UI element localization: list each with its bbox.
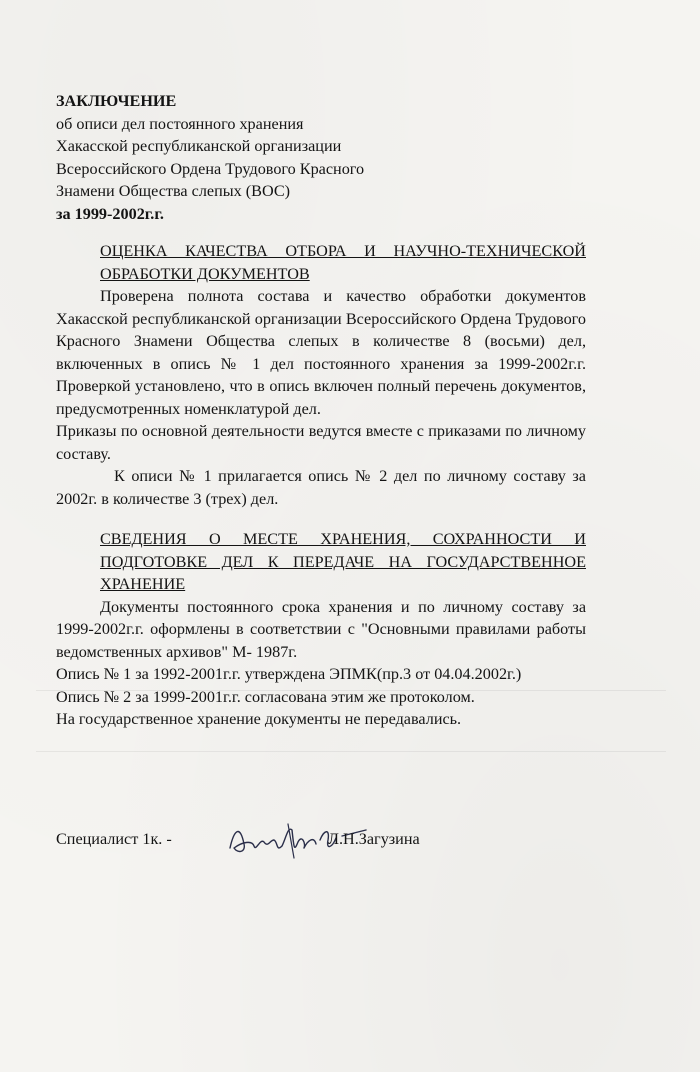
document-body xyxy=(56,90,586,731)
section1-paragraph: Проверена полнота состава и качество обработки документов Хакасской республиканской организации Всероссийского Ордена Трудового Красного Знамени Общества слепых в количестве 8 (восьми) дел, включенных в опись № 1 дел постоянного хранения за 1999-2002г.г. Проверкой установлено, что в опись включен полный перечень документов, предусмотренных номенклатурой дел. xyxy=(56,287,586,418)
signatory-name: Л.Н.Загузина xyxy=(328,830,420,848)
subtitle-line: Хакасской республиканской организации xyxy=(56,137,342,155)
section2-line: На государственное хранение документы не передавались. xyxy=(56,710,462,728)
section-heading-quality: ОЦЕНКА КАЧЕСТВА ОТБОРА И НАУЧНО-ТЕХНИЧЕСКОЙ ОБРАБОТКИ ДОКУМЕНТОВ xyxy=(100,242,586,283)
section1-paragraph: К описи № 1 прилагается опись № 2 дел по личному составу за 2002г. в количестве 3 (трех) дел. xyxy=(56,467,586,508)
section2-line: Опись № 2 за 1999-2001г.г. согласована этим же протоколом. xyxy=(56,687,475,706)
document-title: ЗАКЛЮЧЕНИЕ xyxy=(56,92,177,110)
section-heading-storage: СВЕДЕНИЯ О МЕСТЕ ХРАНЕНИЯ, СОХРАННОСТИ И ПОДГОТОВКЕ ДЕЛ К ПЕРЕДАЧЕ НА ГОСУДАРСТВЕННОЕ ХРАНЕНИЕ xyxy=(100,530,586,593)
signatory-title: Специалист 1к. - xyxy=(56,830,172,848)
document-period: за 1999-2002г.г. xyxy=(56,204,164,223)
section2-line: Опись № 1 за 1992-2001г.г. утверждена ЭПМК(пр.3 от 04.04.2002г.) xyxy=(56,665,522,683)
subtitle-line: Всероссийского Ордена Трудового Красного xyxy=(56,159,365,178)
signature-row xyxy=(56,826,616,866)
subtitle-line: Знамени Общества слепых (ВОС) xyxy=(56,182,291,200)
title-block xyxy=(56,90,586,225)
section1-paragraph: Приказы по основной деятельности ведутся вместе с приказами по личному составу. xyxy=(56,422,586,463)
section2-paragraph: Документы постоянного срока хранения и по личному составу за 1999-2002г.г. оформлены в соответствии с "Основными правилами работы ведомственных архивов" М- 1987г. xyxy=(56,597,586,661)
subtitle-line: об описи дел постоянного хранения xyxy=(56,114,304,133)
